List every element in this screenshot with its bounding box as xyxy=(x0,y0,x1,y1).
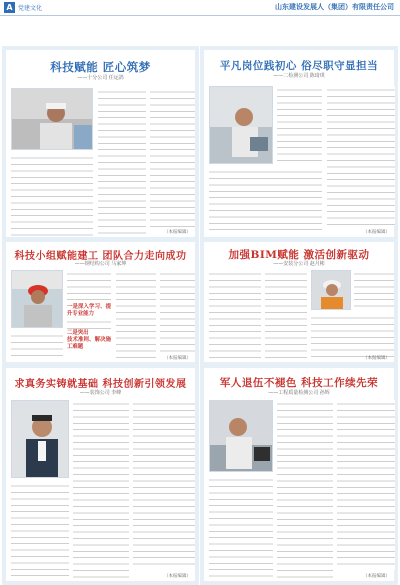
page-header xyxy=(0,0,400,16)
article-byline: ——安装分公司 赵月彬 xyxy=(273,261,325,267)
portrait-image xyxy=(12,271,63,328)
portrait-image xyxy=(12,401,69,478)
article-5 xyxy=(2,364,199,585)
article-4 xyxy=(200,238,398,366)
page-letter: A xyxy=(4,2,15,13)
article-title: 军人退伍不褪色 科技工作续先荣 xyxy=(219,377,379,389)
end-tag: （本报编辑） xyxy=(164,574,191,579)
article-byline: ——二检测公司 陈琦琪 xyxy=(273,73,325,79)
section-name: 党建文化 xyxy=(18,5,43,12)
masthead: 山东建设发展人（集团）有限责任公司 xyxy=(275,2,394,11)
portrait-photo xyxy=(209,400,273,472)
portrait-photo xyxy=(11,270,63,328)
article-byline: ——装饰公司 李峰 xyxy=(79,390,122,396)
end-tag: （本报编辑） xyxy=(363,574,390,579)
article-title: 平凡岗位践初心 俗尽职守显担当 xyxy=(219,60,379,72)
article-6 xyxy=(200,364,398,585)
portrait-photo xyxy=(311,270,351,310)
end-tag: （本报编辑） xyxy=(164,356,191,361)
article-2 xyxy=(200,46,398,241)
end-tag: （本报编辑） xyxy=(363,356,390,361)
portrait-image xyxy=(312,271,351,310)
portrait-image xyxy=(12,89,93,150)
article-title: 科技小组赋能建工 团队合力走向成功 xyxy=(14,251,187,262)
article-byline: ——钢结构公司 马家坤 xyxy=(74,261,127,267)
portrait-photo xyxy=(11,88,93,150)
subheading: 技术准则、解决施工难题 xyxy=(67,337,111,350)
subheading: 一是深入学习、提升专业能力 xyxy=(67,304,111,317)
article-3 xyxy=(2,238,199,366)
article-title: 求真务实铸就基础 科技创新引领发展 xyxy=(14,379,187,390)
portrait-image xyxy=(210,401,273,472)
article-byline: ——工程质量检测公司 孙辉 xyxy=(268,390,330,396)
portrait-image xyxy=(210,87,273,164)
end-tag: （本报编辑） xyxy=(164,230,191,235)
article-title: 科技赋能 匠心筑梦 xyxy=(50,60,151,74)
article-1 xyxy=(2,46,199,241)
portrait-photo xyxy=(209,86,273,164)
portrait-photo xyxy=(11,400,69,478)
end-tag: （本报编辑） xyxy=(363,230,390,235)
article-title: 加强BIM赋能 激活创新驱动 xyxy=(228,249,370,261)
article-byline: ——十分公司 任运鸽 xyxy=(77,75,124,81)
subheading: 二是突出 xyxy=(67,330,89,336)
